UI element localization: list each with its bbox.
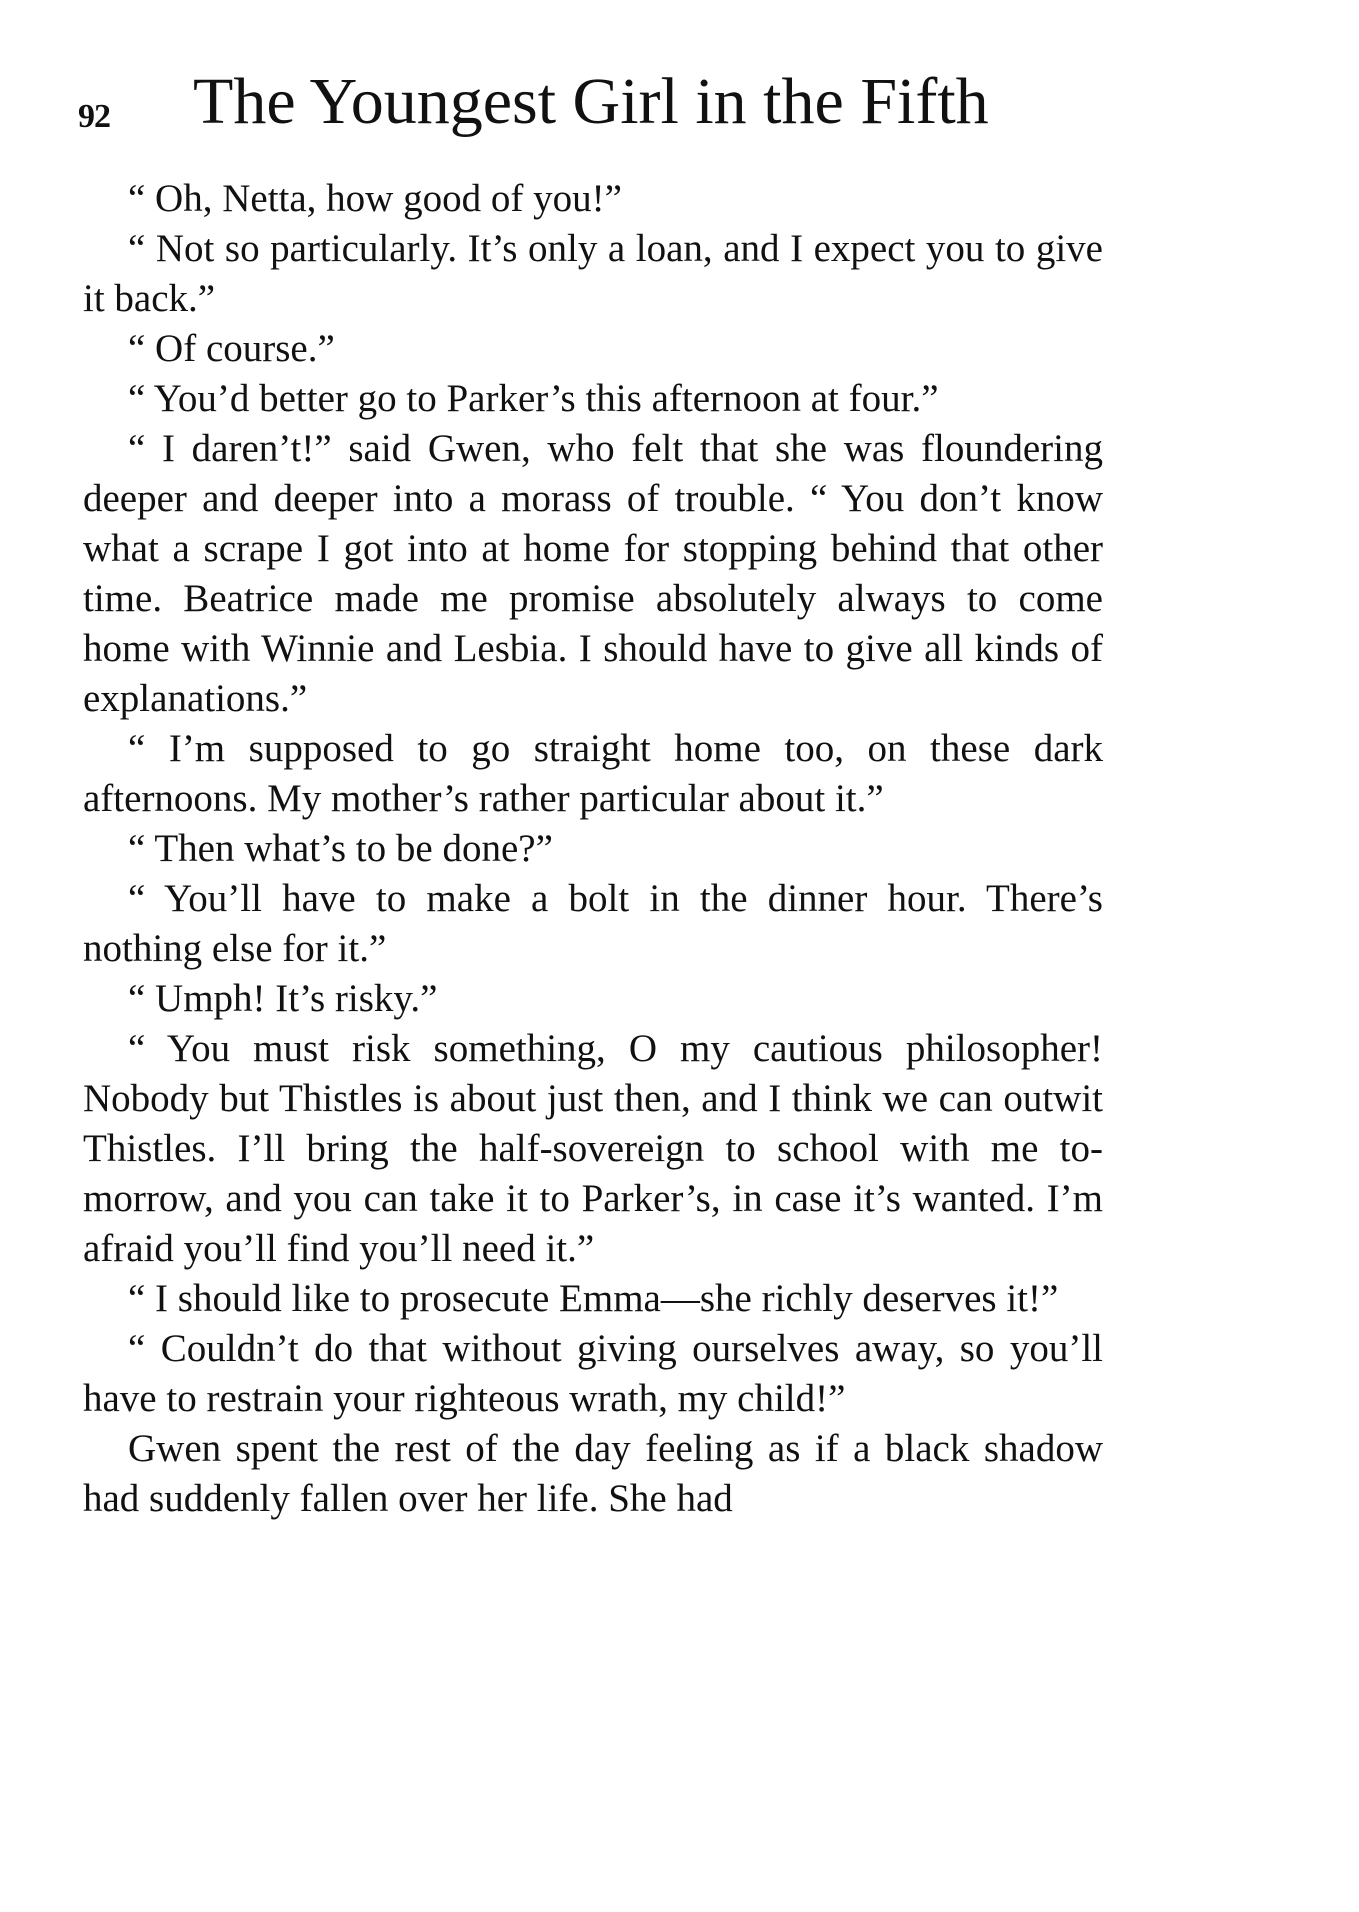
paragraph-9: “ Umph! It’s risky.”: [128, 977, 438, 1020]
paragraph-3: “ Of course.”: [128, 327, 335, 370]
paragraph-13: Gwen spent the rest of the day feeling as if a black shadow had suddenly fallen over her life. She had: [83, 1427, 1103, 1520]
paragraph-6: “ I’m supposed to go straight home too, on these dark afternoons. My mother’s rather particular about it.”: [83, 727, 1103, 820]
paragraph-11: “ I should like to prosecute Emma—she richly deserves it!”: [128, 1277, 1059, 1320]
paragraph-2: “ Not so particularly. It’s only a loan, and I expect you to give it back.”: [83, 227, 1103, 320]
paragraph-7: “ Then what’s to be done?”: [128, 827, 553, 870]
running-head: [78, 62, 1108, 142]
paragraph-10: “ You must risk something, O my cautious philosopher! Nobody but Thistles is about just then, and I think we can outwit Thistles. I’ll bring the half-sovereign to school with me to-morrow, and you can take it to Parker’s, in case it’s wanted. I’m afraid you’ll find you’ll need it.”: [83, 1027, 1103, 1270]
page-number: 92: [78, 98, 110, 135]
paragraph-4: “ You’d better go to Parker’s this afternoon at four.”: [128, 377, 939, 420]
paragraph-8: “ You’ll have to make a bolt in the dinner hour. There’s nothing else for it.”: [83, 877, 1103, 970]
body-text: [83, 174, 1103, 1524]
paragraph-5: “ I daren’t!” said Gwen, who felt that she was floundering deeper and deeper into a morass of trouble. “ You don’t know what a scrape I got into at home for stopping behind that other time. Beatrice made me promise absolutely always to come home with Winnie and Lesbia. I should have to give all kinds of explanations.”: [83, 427, 1103, 720]
running-title: The Youngest Girl in the Fifth: [193, 65, 989, 138]
paragraph-1: “ Oh, Netta, how good of you!”: [128, 177, 622, 220]
paragraph-12: “ Couldn’t do that without giving ourselves away, so you’ll have to restrain your righteous wrath, my child!”: [83, 1327, 1103, 1420]
